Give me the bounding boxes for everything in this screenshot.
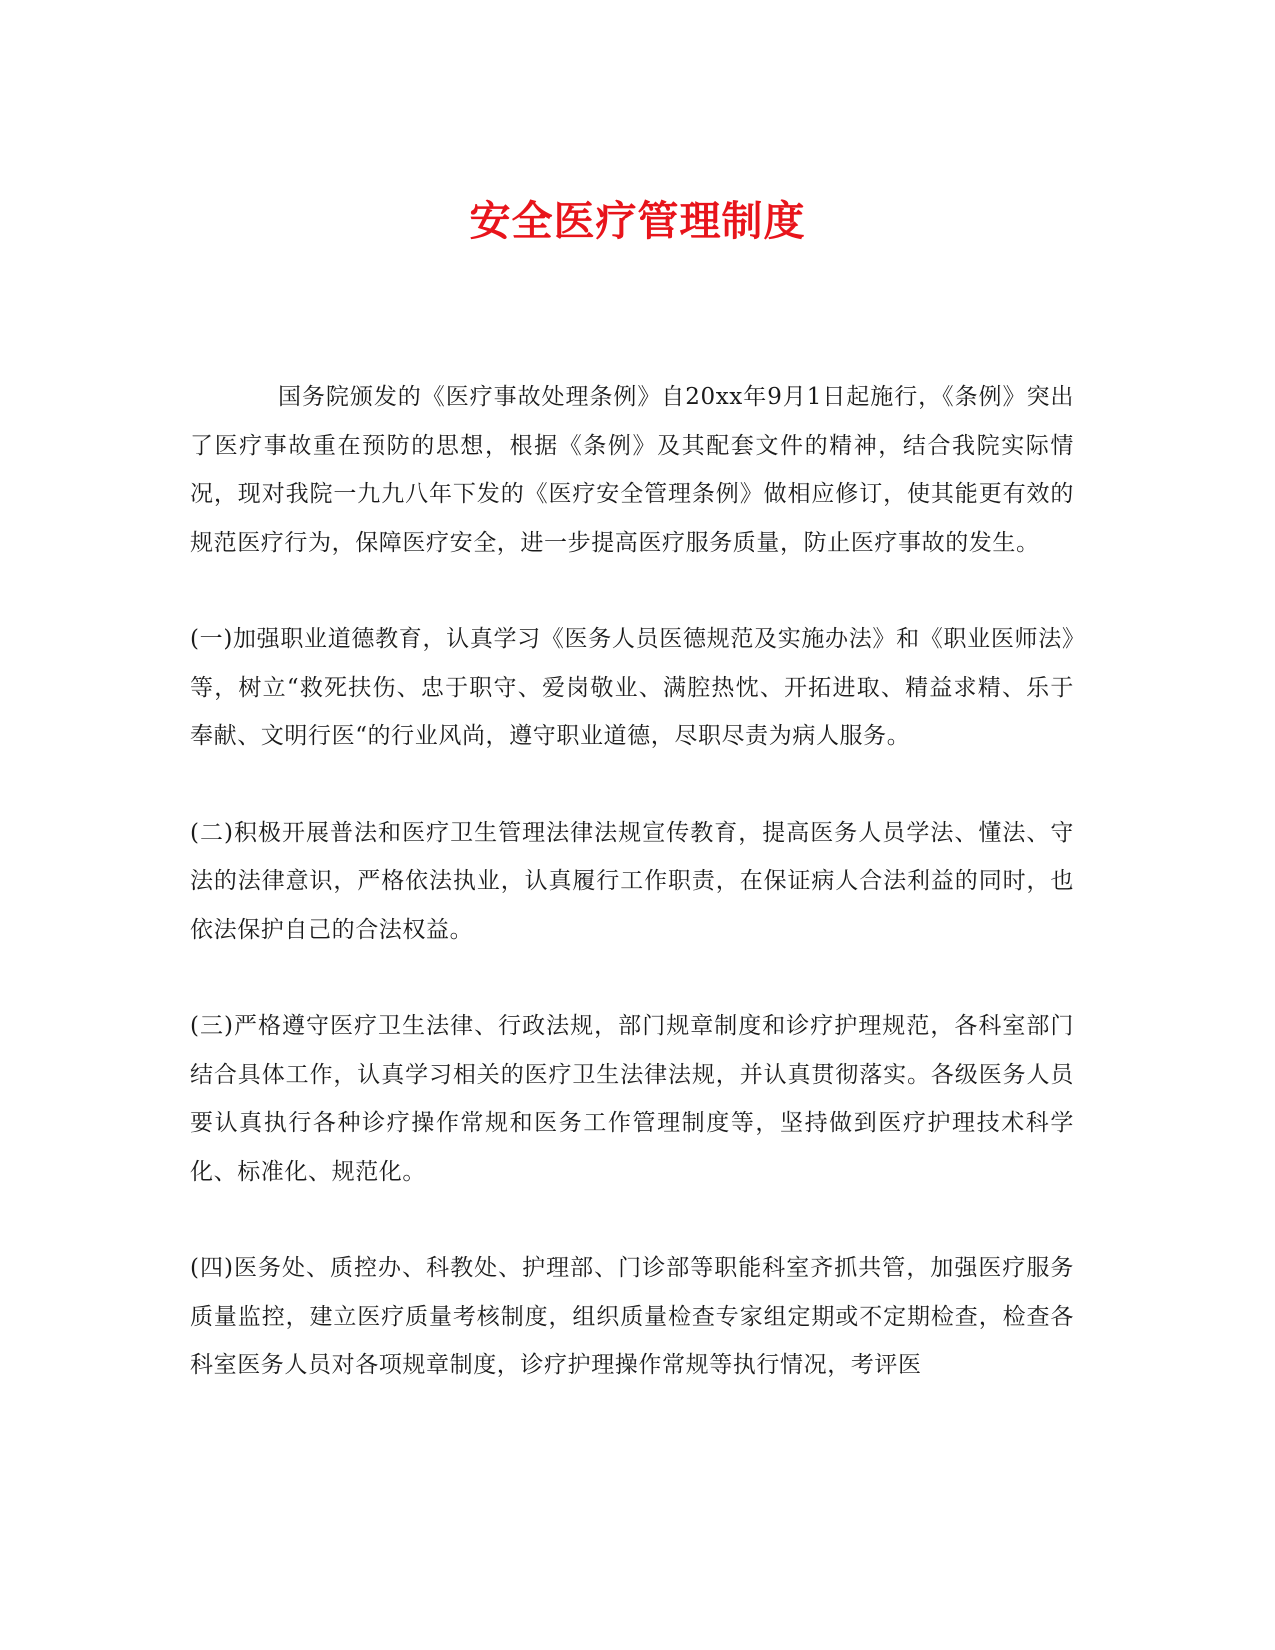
section-4-paragraph: (四)医务处、质控办、科教处、护理部、门诊部等职能科室齐抓共管，加强医疗服务质量监控，建立医疗质量考核制度，组织质量检查专家组定期或不定期检查，检查各科室医务人员对各项规章制度，诊疗护理操作常规等执行情况，考评医 <box>190 1255 1074 1378</box>
document-body <box>190 373 1074 1438</box>
section-1-paragraph: (一)加强职业道德教育，认真学习《医务人员医德规范及实施办法》和《职业医师法》等，树立“救死扶伤、忠于职守、爱岗敬业、满腔热忱、开拓进取、精益求精、乐于奉献、文明行医“的行业风尚，遵守职业道德，尽职尽责为病人服务。 <box>190 626 1074 749</box>
section-3-paragraph: (三)严格遵守医疗卫生法律、行政法规，部门规章制度和诊疗护理规范，各科室部门结合具体工作，认真学习相关的医疗卫生法律法规，并认真贯彻落实。各级医务人员要认真执行各种诊疗操作常规和医务工作管理制度等，坚持做到医疗护理技术科学化、标准化、规范化。 <box>190 1013 1074 1185</box>
document-title: 安全医疗管理制度 <box>469 197 806 246</box>
intro-paragraph: 国务院颁发的《医疗事故处理条例》自20xx年9月1日起施行，《条例》突出了医疗事故重在预防的思想，根据《条例》及其配套文件的精神，结合我院实际情况，现对我院一九九八年下发的《医疗安全管理条例》做相应修订，使其能更有效的规范医疗行为，保障医疗安全，进一步提高医疗服务质量，防止医疗事故的发生。 <box>190 384 1074 556</box>
section-2-paragraph: (二)积极开展普法和医疗卫生管理法律法规宣传教育，提高医务人员学法、懂法、守法的法律意识，严格依法执业，认真履行工作职责，在保证病人合法利益的同时，也依法保护自己的合法权益。 <box>190 819 1074 943</box>
